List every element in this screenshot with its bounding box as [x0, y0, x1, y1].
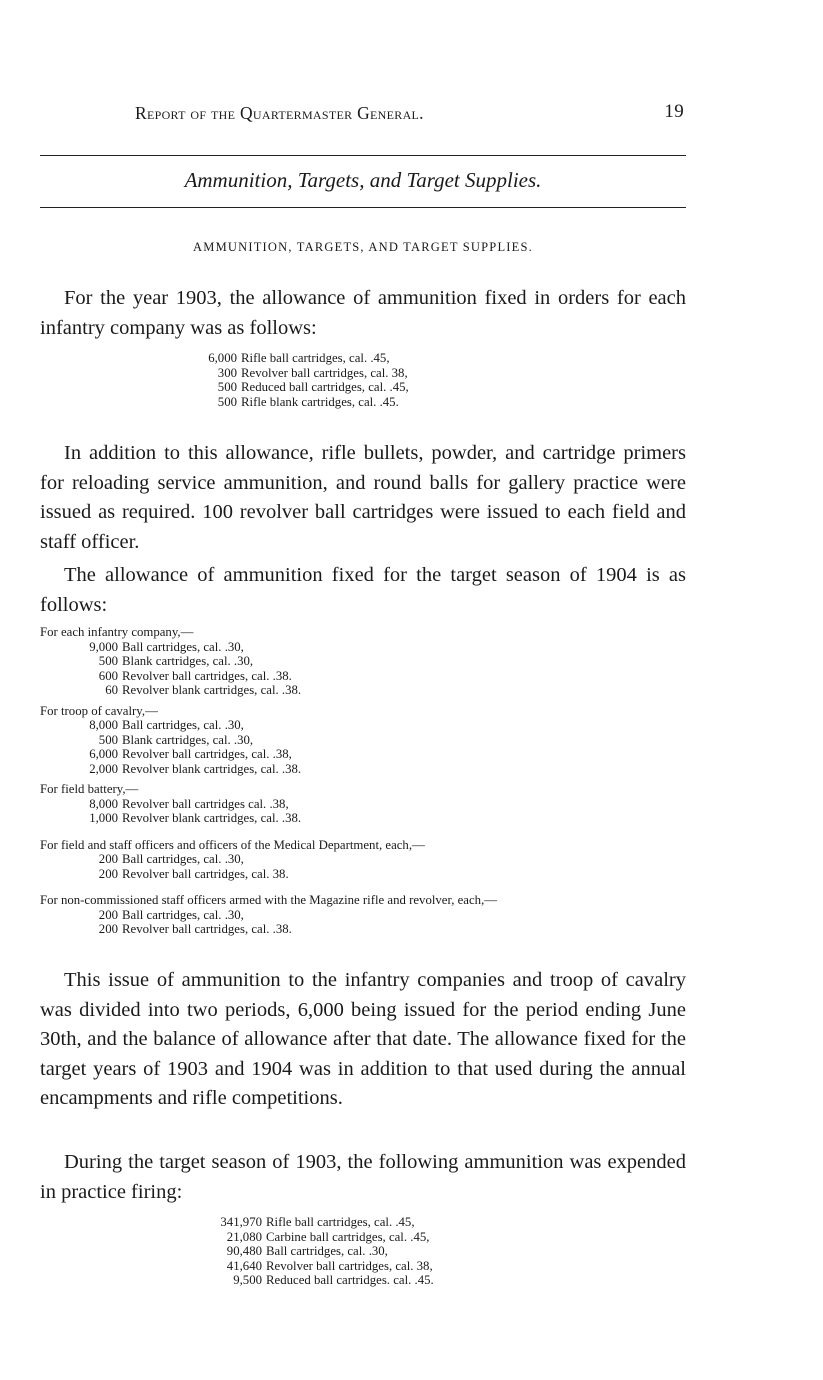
group-heading: For non-commissioned staff officers armed with the Magazine rifle and revolver, each,— — [40, 893, 498, 907]
item-label: Revolver ball cartridges, cal. 38, — [241, 365, 408, 380]
item-label: Ball cartridges, cal. .30, — [122, 639, 244, 654]
list-1903-allowance — [201, 351, 409, 409]
running-title: Report of the Quartermaster General. — [135, 103, 424, 123]
quantity: 41,640 — [226, 1258, 262, 1273]
list-item — [201, 366, 409, 381]
allowance-group-field-staff-officers — [40, 838, 700, 882]
quantity: 341,970 — [220, 1215, 262, 1229]
item-label: Ball cartridges, cal. .30, — [122, 852, 244, 866]
list-item — [212, 1230, 434, 1245]
list-item — [40, 718, 700, 733]
paragraph-1904-allowance: The allowance of ammunition fixed for the target season of 1904 is as follows: — [40, 564, 686, 616]
group-heading: For troop of cavalry,— — [40, 703, 158, 718]
list-item — [40, 908, 700, 923]
quantity: 200 — [98, 866, 118, 881]
item-label: Ball cartridges, cal. .30, — [122, 907, 244, 922]
list-item — [40, 867, 700, 882]
quantity: 600 — [98, 668, 118, 683]
header-rule-top — [40, 155, 686, 156]
quantity: 300 — [217, 365, 237, 380]
quantity: 500 — [217, 394, 237, 409]
item-label: Ball cartridges, cal. .30, — [266, 1244, 388, 1258]
section-heading: AMMUNITION, TARGETS, AND TARGET SUPPLIES. — [193, 240, 533, 254]
list-item — [201, 351, 409, 366]
item-label: Ball cartridges, cal. .30, — [122, 718, 244, 732]
quantity: 500 — [217, 380, 237, 394]
list-item — [40, 669, 700, 684]
item-label: Reduced ball cartridges, cal. .45, — [241, 380, 409, 394]
allowance-group-nco-staff — [40, 893, 700, 937]
list-item — [212, 1244, 434, 1259]
paragraph-issue-periods: This issue of ammunition to the infantry companies and troop of cavalry was divided into two periods, 6,000 being issued for the period ending June 30th, and the balance of allowance after that date. The allowance fixed for the target years of 1903 and 1904 was in addition to that used during the annual encampments and rifle competitions. — [40, 969, 686, 1109]
quantity: 21,080 — [226, 1229, 262, 1244]
item-label: Revolver ball cartridges, cal. .38. — [122, 668, 292, 683]
page-number: 19 — [664, 101, 684, 122]
list-item — [40, 654, 700, 669]
list-item — [40, 811, 700, 826]
item-label: Rifle ball cartridges, cal. .45, — [266, 1215, 415, 1229]
list-item — [212, 1259, 434, 1274]
header-rule-bottom — [40, 207, 686, 208]
quantity: 9,000 — [89, 639, 118, 654]
paragraph-additional-issues: In addition to this allowance, rifle bullets, powder, and cartridge primers for reloading service ammunition, and round balls for gallery practice were issued as required. 100 revolver ball cartridges were issued to each field and staff officer. — [40, 442, 686, 553]
item-label: Revolver ball cartridges, cal. .38. — [122, 922, 292, 936]
item-label: Revolver blank cartridges, cal. .38. — [122, 811, 302, 825]
list-item — [40, 640, 700, 655]
item-label: Blank cartridges, cal. .30, — [122, 732, 254, 747]
allowance-group-field-battery — [40, 782, 700, 826]
group-heading: For each infantry company,— — [40, 625, 194, 639]
item-label: Revolver ball cartridges, cal. .38, — [122, 747, 292, 761]
quantity: 500 — [98, 654, 118, 668]
quantity: 6,000 — [208, 351, 237, 365]
list-item — [40, 683, 700, 698]
quantity: 2,000 — [89, 761, 118, 776]
item-label: Blank cartridges, cal. .30, — [122, 654, 254, 668]
list-item — [201, 380, 409, 395]
item-label: Revolver ball cartridges, cal. 38, — [266, 1258, 433, 1273]
group-heading: For field and staff officers and officers of the Medical Department, each,— — [40, 837, 425, 852]
quantity: 1,000 — [89, 811, 118, 825]
list-1904-allowance — [40, 625, 700, 937]
paragraph-1903-expended: During the target season of 1903, the following ammunition was expended in practice firing: — [40, 1151, 686, 1203]
list-item — [40, 922, 700, 937]
allowance-group-cavalry — [40, 704, 700, 777]
quantity: 90,480 — [226, 1244, 262, 1258]
list-item — [40, 733, 700, 748]
item-label: Revolver blank cartridges, cal. .38. — [122, 683, 302, 697]
quantity: 60 — [105, 683, 118, 697]
list-item — [40, 747, 700, 762]
item-label: Rifle ball cartridges, cal. .45, — [241, 351, 390, 365]
item-label: Revolver blank cartridges, cal. .38. — [122, 761, 302, 776]
section-banner: Ammunition, Targets, and Target Supplies. — [184, 168, 542, 192]
item-label: Carbine ball cartridges, cal. .45, — [266, 1229, 430, 1244]
item-label: Revolver ball cartridges, cal. 38. — [122, 866, 289, 881]
list-item — [40, 797, 700, 812]
allowance-group-infantry — [40, 625, 700, 698]
quantity: 200 — [98, 922, 118, 936]
item-label: Rifle blank cartridges, cal. .45. — [241, 394, 399, 409]
quantity: 200 — [98, 852, 118, 866]
quantity: 8,000 — [89, 718, 118, 732]
item-label: Revolver ball cartridges cal. .38, — [122, 796, 289, 811]
quantity: 6,000 — [89, 747, 118, 761]
group-heading: For field battery,— — [40, 782, 139, 796]
list-item — [40, 852, 700, 867]
quantity: 8,000 — [89, 796, 118, 811]
quantity: 9,500 — [233, 1273, 262, 1287]
quantity: 200 — [98, 907, 118, 922]
list-item — [212, 1273, 434, 1288]
quantity: 500 — [98, 732, 118, 747]
item-label: Reduced ball cartridges. cal. .45. — [266, 1273, 434, 1287]
list-1903-expended — [212, 1215, 434, 1288]
list-item — [212, 1215, 434, 1230]
paragraph-1903-allowance: For the year 1903, the allowance of ammunition fixed in orders for each infantry company was as follows: — [40, 287, 686, 339]
list-item — [40, 762, 700, 777]
list-item — [201, 395, 409, 410]
